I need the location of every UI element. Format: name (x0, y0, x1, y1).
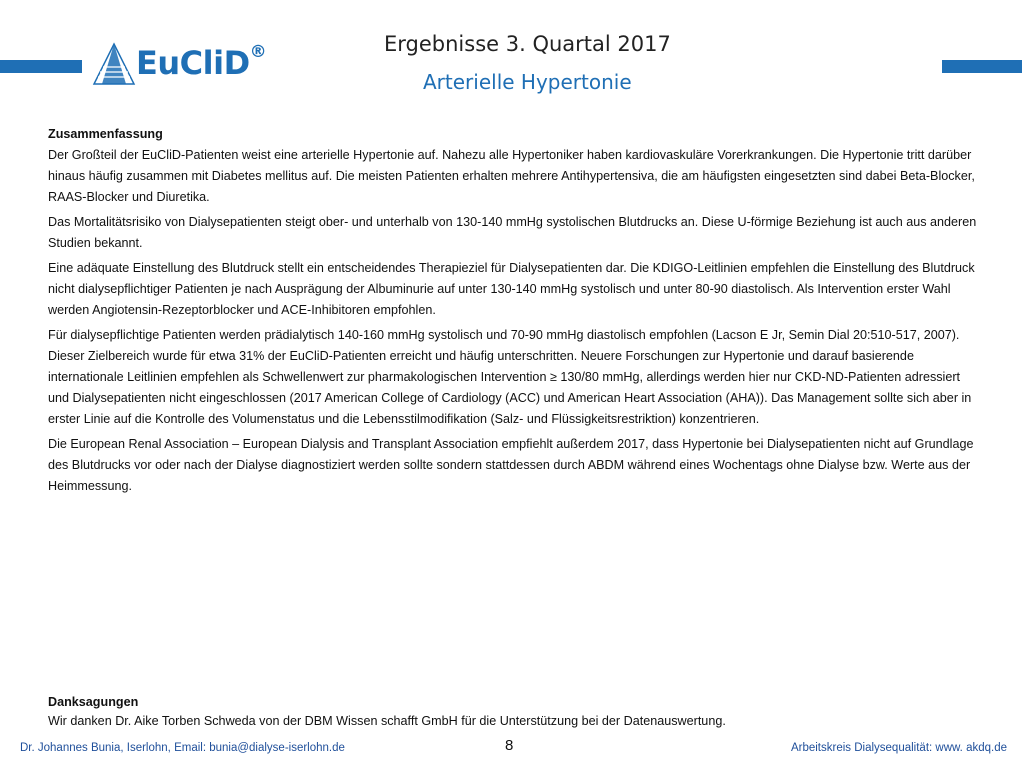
summary-paragraph-4: Für dialysepflichtige Patienten werden prädialytisch 140-160 mmHg systolisch und 70-90 mmHg diastolisch empfohlen (Lacson E Jr, Semin Dial 20:510-517, 2007). Dieser Zielbereich wurde für etwa 31% der EuCliD-Patienten erreicht und häufig unterschritten. Neuere Forschungen zur Hypertonie und darauf basierende internationale Leitlinien empfehlen als Schwellenwert zur pharmakologischen Intervention ≥ 130/80 mmHg, allerdings werden hier nur CKD-ND-Patienten adressiert und Dialysepatienten nicht eingeschlossen (2017 American College of Cardiology (ACC) und American Heart Association (AHA)). Das Management sollte sich aber in erster Linie auf die Kontrolle des Volumenstatus und die Lebensstilmodifikation (Salz- und Flüssigkeitsrestriktion) konzentrieren. (48, 328, 972, 426)
euclid-logo (92, 40, 272, 90)
summary-paragraph-3: Eine adäquate Einstellung des Blutdruck stellt ein entscheidendes Therapieziel für Dialysepatienten dar. Die KDIGO-Leitlinien empfehlen die Einstellung des Blutdruck nicht dialysepflichtiger Patienten je nach Ausprägung der Albuminurie auf unter 130-140 mmHg systolisch und unter 80-90 diastolisch. Als Intervention erster Wahl werden Angiotensin-Rezeptorblocker und ACE-Inhibitoren empfohlen. (48, 261, 975, 317)
acknowledgements-section (48, 693, 983, 731)
logo-wordmark (136, 44, 266, 82)
acknowledgements-text: Wir danken Dr. Aike Torben Schweda von der DBM Wissen schafft GmbH für die Unterstützung bei der Datenauswertung. (48, 714, 726, 728)
page-title: Ergebnisse 3. Quartal 2017 (384, 32, 671, 56)
page-subtitle: Arterielle Hypertonie (423, 70, 632, 94)
summary-paragraph-2: Das Mortalitätsrisiko von Dialysepatienten steigt ober- und unterhalb von 130-140 mmHg systolischen Blutdrucks an. Diese U-förmige Beziehung ist auch aus anderen Studien bekannt. (48, 215, 977, 250)
logo-registered-mark: ® (249, 42, 267, 62)
header-right-bar (942, 60, 1022, 73)
header-left-bar (0, 60, 82, 73)
euclid-logo-icon (92, 40, 136, 90)
acknowledgements-heading: Danksagungen (48, 695, 139, 709)
summary-section (48, 124, 983, 501)
page-number: 8 (505, 737, 514, 754)
logo-text: EuCliD (136, 44, 250, 82)
summary-heading: Zusammenfassung (48, 127, 163, 141)
footer-organization: Arbeitskreis Dialysequalität: www. akdq.de (790, 742, 1007, 754)
summary-paragraph-5: Die European Renal Association – European Dialysis and Transplant Association empfiehlt außerdem 2017, dass Hypertonie bei Dialysepatienten nicht auf Grundlage des Blutdrucks vor oder nach der Dialyse diagnostiziert werden sollte sondern stattdessen durch ABDM während eines Wochentags ohne Dialyse bzw. Werte aus der Heimmessung. (48, 437, 974, 493)
summary-paragraph-1: Der Großteil der EuCliD-Patienten weist eine arterielle Hypertonie auf. Nahezu alle Hypertoniker haben kardiovaskuläre Vorerkrankungen. Die Hypertonie tritt darüber hinaus häufig zusammen mit Diabetes mellitus auf. Die meisten Patienten erhalten mehrere Antihypertensiva, die am häufigsten eingesetzten sind dabei Beta-Blocker, RAAS-Blocker und Diuretika. (48, 148, 975, 204)
footer-author: Dr. Johannes Bunia, Iserlohn, Email: bunia@dialyse-iserlohn.de (20, 742, 345, 754)
